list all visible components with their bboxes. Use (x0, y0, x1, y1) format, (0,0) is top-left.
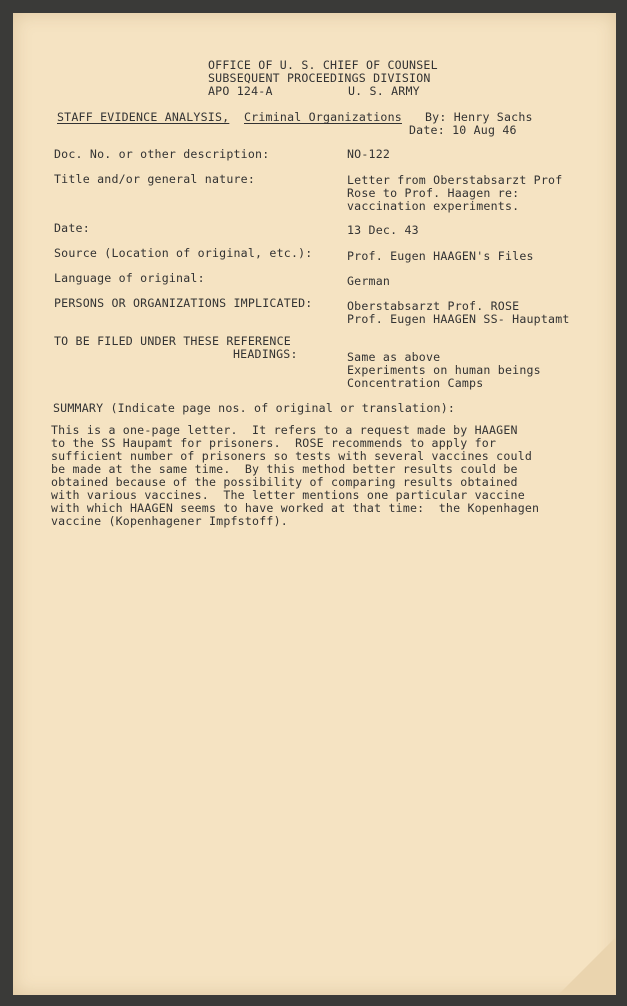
analysis-subject: Criminal Organizations (244, 110, 402, 124)
analysis-title: STAFF EVIDENCE ANALYSIS, (57, 110, 230, 124)
document-page (13, 13, 616, 995)
title-value-line: vaccination experiments. (347, 199, 520, 213)
filed-value-line: Concentration Camps (347, 376, 484, 390)
summary-line: sufficient number of prisoners so tests with several vaccines could (51, 449, 533, 463)
summary-line: with various vaccines. The letter mentions one particular vaccine (51, 488, 525, 502)
date-label: Date: (54, 221, 90, 235)
persons-value-line: Prof. Eugen HAAGEN SS- Hauptamt (347, 312, 570, 326)
summary-line: obtained because of the possibility of comparing results obtained (51, 475, 518, 489)
summary-line: to the SS Haupamt for prisoners. ROSE recommends to apply for (51, 436, 497, 450)
source-value: Prof. Eugen HAAGEN's Files (347, 249, 534, 263)
doc-number-label: Doc. No. or other description: (54, 147, 270, 161)
header-army: U. S. ARMY (348, 84, 420, 98)
language-value: German (347, 274, 391, 288)
date-value: 13 Dec. 43 (347, 223, 419, 237)
persons-label: PERSONS OR ORGANIZATIONS IMPLICATED: (54, 296, 313, 310)
summary-line: be made at the same time. By this method better results could be (51, 462, 518, 476)
doc-number-value: NO-122 (347, 147, 391, 161)
filed-value-line: Experiments on human beings (347, 363, 541, 377)
title-label: Title and/or general nature: (54, 172, 256, 186)
title-value-line: Rose to Prof. Haagen re: (347, 186, 520, 200)
summary-line: with which HAAGEN seems to have worked at that time: the Kopenhagen (51, 501, 540, 515)
analysis-date: Date: 10 Aug 46 (409, 123, 517, 137)
filed-label-line: TO BE FILED UNDER THESE REFERENCE (54, 334, 291, 348)
filed-value-line: Same as above (347, 350, 441, 364)
header-division: SUBSEQUENT PROCEEDINGS DIVISION (208, 71, 431, 85)
language-label: Language of original: (54, 271, 205, 285)
title-value-line: Letter from Oberstabsarzt Prof (347, 173, 563, 187)
summary-line: This is a one-page letter. It refers to a request made by HAAGEN (51, 423, 518, 437)
summary-heading: SUMMARY (Indicate page nos. of original or translation): (53, 401, 456, 415)
persons-value-line: Oberstabsarzt Prof. ROSE (347, 299, 520, 313)
source-label: Source (Location of original, etc.): (54, 246, 313, 260)
header-office: OFFICE OF U. S. CHIEF OF COUNSEL (208, 58, 438, 72)
filed-label-line: HEADINGS: (233, 347, 298, 361)
summary-line: vaccine (Kopenhagener Impfstoff). (51, 514, 288, 528)
header-apo: APO 124-A (208, 84, 273, 98)
analysis-author: By: Henry Sachs (425, 110, 533, 124)
folded-corner (558, 937, 616, 995)
